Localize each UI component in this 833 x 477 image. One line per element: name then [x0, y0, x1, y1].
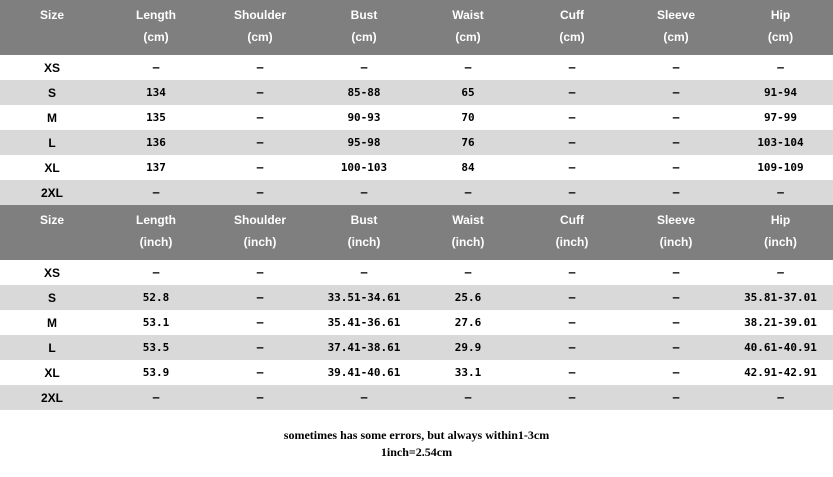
header-row-cm: [0, 0, 833, 30]
cell-sleeve: –: [672, 136, 680, 149]
table-body-inch: [0, 260, 833, 410]
unit-length: (inch): [139, 235, 173, 249]
cell-size: M: [47, 315, 57, 330]
cell-size: 2XL: [40, 185, 63, 200]
cell-cuff: –: [568, 86, 576, 99]
cell-length: 53.1: [142, 316, 170, 329]
unit-waist: (cm): [455, 30, 481, 44]
cell-shoulder: –: [256, 161, 264, 174]
unit-hip: (cm): [767, 30, 794, 44]
cell-hip: –: [777, 391, 784, 404]
cell-shoulder: –: [256, 291, 264, 304]
header-sleeve: Sleeve: [656, 213, 696, 227]
unit-shoulder: (inch): [243, 235, 277, 249]
unit-length: (cm): [143, 30, 169, 44]
table-row: [0, 385, 833, 410]
cell-length: 137: [146, 161, 166, 174]
table-row: [0, 80, 833, 105]
header-shoulder: Shoulder: [233, 213, 286, 227]
cell-waist: 25.6: [454, 291, 482, 304]
header-bust: Bust: [350, 213, 378, 227]
cell-hip: 35.81-37.01: [744, 291, 817, 304]
cell-sleeve: –: [672, 366, 680, 379]
cell-hip: –: [777, 266, 784, 279]
unit-bust: (cm): [351, 30, 377, 44]
cell-cuff: –: [568, 161, 576, 174]
cell-sleeve: –: [672, 316, 680, 329]
header-hip: Hip: [770, 8, 791, 22]
cell-cuff: –: [568, 266, 576, 279]
cell-size: XL: [44, 160, 60, 175]
cell-shoulder: –: [256, 111, 264, 124]
cell-size: 2XL: [40, 390, 63, 405]
cell-bust: 90-93: [347, 111, 381, 124]
unit-row-inch: [0, 235, 833, 260]
header-sleeve: Sleeve: [656, 8, 696, 22]
cell-cuff: –: [568, 61, 576, 74]
cell-sleeve: –: [672, 341, 680, 354]
unit-hip: (inch): [764, 235, 797, 249]
cell-bust: 33.51-34.61: [327, 291, 401, 304]
cell-bust: –: [360, 391, 368, 404]
cell-sleeve: –: [672, 266, 680, 279]
header-row-inch: [0, 205, 833, 235]
unit-cuff: (inch): [555, 235, 589, 249]
cell-hip: 91-94: [763, 86, 798, 99]
cell-waist: 65: [461, 86, 475, 99]
table-row: [0, 285, 833, 310]
cell-hip: 40.61-40.91: [744, 341, 817, 354]
header-hip: Hip: [770, 213, 791, 227]
table-row: [0, 180, 833, 205]
cell-waist: 33.1: [454, 366, 482, 379]
cell-hip: 109-109: [757, 161, 804, 174]
cell-cuff: –: [568, 316, 576, 329]
unit-sleeve: (inch): [659, 235, 693, 249]
cell-length: –: [152, 186, 160, 199]
cell-cuff: –: [568, 341, 576, 354]
table-row: [0, 130, 833, 155]
cell-hip: 42.91-42.91: [744, 366, 817, 379]
cell-bust: –: [360, 186, 368, 199]
unit-sleeve: (cm): [663, 30, 689, 44]
cell-bust: 100-103: [340, 161, 388, 174]
cell-sleeve: –: [672, 161, 680, 174]
cell-sleeve: –: [672, 111, 680, 124]
unit-bust: (inch): [347, 235, 381, 249]
cell-length: 135: [146, 111, 166, 124]
table-body-cm: [0, 55, 833, 205]
cell-cuff: –: [568, 366, 576, 379]
cell-cuff: –: [568, 111, 576, 124]
cell-length: 53.9: [142, 366, 170, 379]
cell-size: L: [48, 340, 56, 355]
cell-waist: 76: [461, 136, 475, 149]
unit-waist: (inch): [451, 235, 485, 249]
cell-waist: 27.6: [454, 316, 482, 329]
cell-length: 136: [146, 136, 166, 149]
cell-size: XS: [43, 265, 60, 280]
header-shoulder: Shoulder: [233, 8, 286, 22]
cell-length: 134: [146, 86, 166, 99]
cell-hip: 97-99: [763, 111, 798, 124]
unit-shoulder: (cm): [247, 30, 273, 44]
cell-cuff: –: [568, 136, 576, 149]
conversion-note: 1inch=2.54cm: [380, 445, 453, 459]
cell-cuff: –: [568, 186, 576, 199]
size-chart-inch: [0, 205, 833, 410]
cell-bust: –: [360, 266, 368, 279]
cell-shoulder: –: [256, 61, 264, 74]
cell-size: S: [47, 290, 56, 305]
cell-waist: –: [464, 266, 472, 279]
unit-row-cm: [0, 30, 833, 55]
cell-hip: 103-104: [757, 136, 804, 149]
cell-bust: 39.41-40.61: [327, 366, 401, 379]
cell-length: –: [152, 391, 160, 404]
cell-shoulder: –: [256, 186, 264, 199]
size-chart-cm: [0, 0, 833, 205]
cell-cuff: –: [568, 291, 576, 304]
cell-bust: 85-88: [347, 86, 381, 99]
measurement-note: sometimes has some errors, but always within1-3cm: [283, 428, 550, 442]
cell-shoulder: –: [256, 366, 264, 379]
cell-waist: –: [464, 186, 472, 199]
cell-sleeve: –: [672, 291, 680, 304]
header-length: Length: [136, 213, 176, 227]
cell-size: XL: [44, 365, 60, 380]
cell-size: XS: [43, 60, 60, 75]
header-bust: Bust: [350, 8, 378, 22]
header-waist: Waist: [452, 213, 484, 227]
cell-bust: 95-98: [347, 136, 381, 149]
cell-size: L: [48, 135, 56, 150]
header-cuff: Cuff: [560, 213, 584, 227]
cell-sleeve: –: [672, 61, 680, 74]
header-length: Length: [136, 8, 176, 22]
cell-hip: 38.21-39.01: [744, 316, 817, 329]
cell-shoulder: –: [256, 341, 264, 354]
header-cuff: Cuff: [560, 8, 584, 22]
cell-shoulder: –: [256, 136, 264, 149]
cell-length: –: [152, 266, 160, 279]
header-size: Size: [39, 8, 64, 22]
cell-shoulder: –: [256, 86, 264, 99]
cell-sleeve: –: [672, 186, 680, 199]
cell-shoulder: –: [256, 391, 264, 404]
cell-waist: 84: [461, 161, 475, 174]
cell-waist: 29.9: [454, 341, 482, 354]
cell-shoulder: –: [256, 266, 264, 279]
cell-waist: –: [464, 391, 472, 404]
cell-bust: 35.41-36.61: [327, 316, 401, 329]
cell-bust: 37.41-38.61: [327, 341, 401, 354]
header-waist: Waist: [452, 8, 484, 22]
table-row: [0, 105, 833, 130]
cell-size: M: [47, 110, 57, 125]
cell-sleeve: –: [672, 86, 680, 99]
table-row: [0, 55, 833, 80]
table-row: [0, 260, 833, 285]
cell-size: S: [47, 85, 56, 100]
cell-waist: 70: [461, 111, 475, 124]
cell-cuff: –: [568, 391, 576, 404]
cell-waist: –: [464, 61, 472, 74]
cell-length: 53.5: [142, 341, 170, 354]
cell-length: –: [152, 61, 160, 74]
table-row: [0, 155, 833, 180]
unit-cuff: (cm): [559, 30, 585, 44]
table-row: [0, 335, 833, 360]
cell-bust: –: [360, 61, 368, 74]
cell-shoulder: –: [256, 316, 264, 329]
cell-hip: –: [777, 186, 784, 199]
cell-hip: –: [777, 61, 784, 74]
cell-sleeve: –: [672, 391, 680, 404]
table-row: [0, 360, 833, 385]
table-row: [0, 310, 833, 335]
header-size: Size: [39, 213, 64, 227]
cell-length: 52.8: [142, 291, 170, 304]
